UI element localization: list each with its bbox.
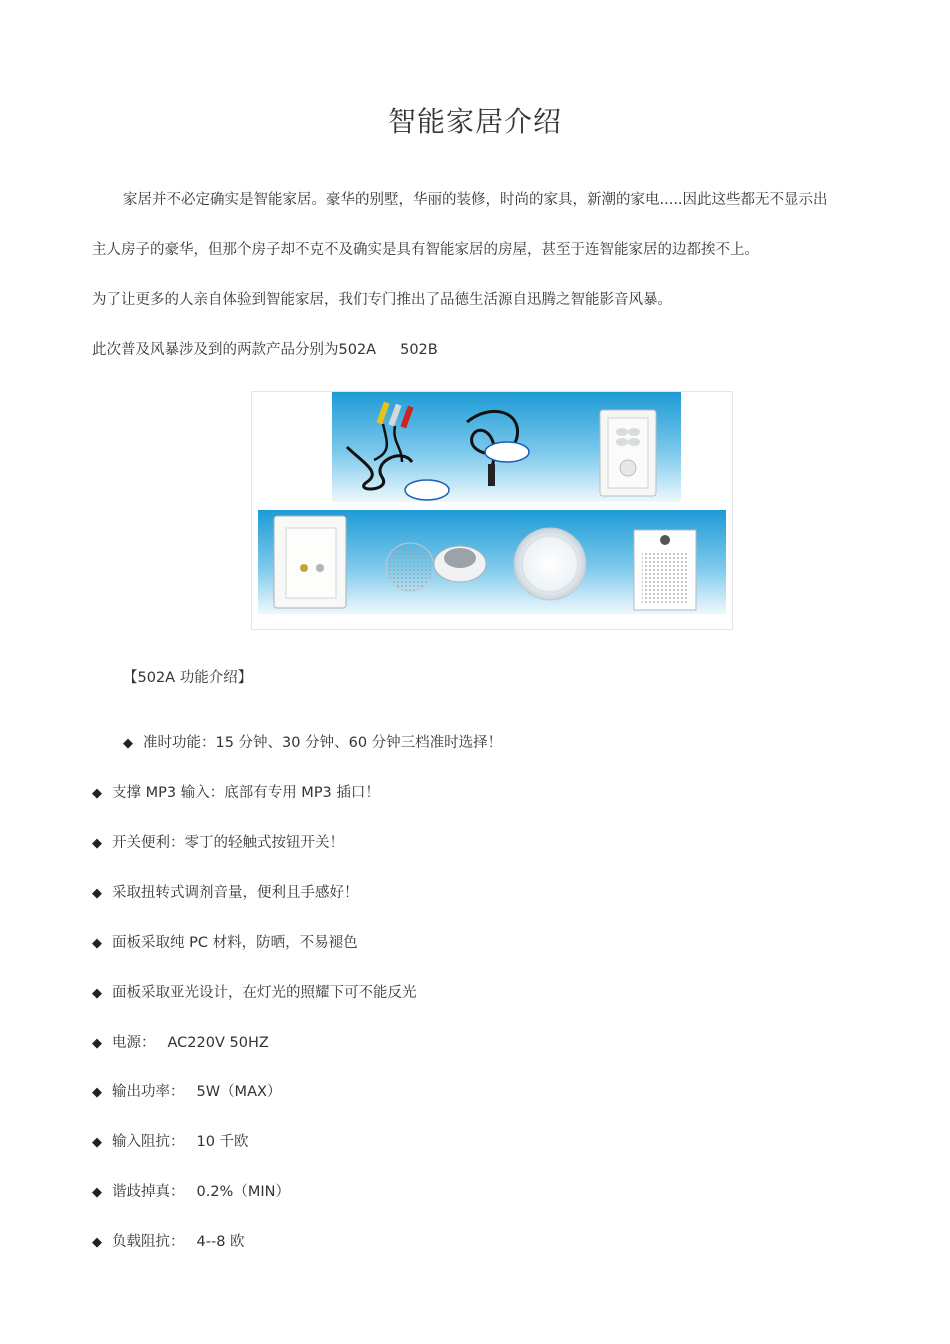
product-photo <box>251 391 733 630</box>
feature-value: AC220V 50HZ <box>167 1035 269 1051</box>
feature-value: 10 千欧 <box>196 1134 249 1150</box>
feature-value: 0.2%（MIN） <box>196 1184 290 1200</box>
feature-label: 准时功能：15 分钟、30 分钟、60 分钟三档准时选择！ <box>143 735 503 751</box>
model-502b: 502B <box>400 342 438 358</box>
diamond-bullet-icon: ◆ <box>92 836 102 851</box>
diamond-bullet-icon: ◆ <box>92 1135 102 1150</box>
intro-paragraph-3: 为了让更多的人亲自体验到智能家居，我们专门推出了品德生活源自迅腾之智能影音风暴。 <box>92 292 672 308</box>
diamond-bullet-icon: ◆ <box>92 1235 102 1250</box>
feature-label: 负载阻抗： <box>112 1234 185 1250</box>
diamond-bullet-icon: ◆ <box>92 886 102 901</box>
diamond-bullet-icon: ◆ <box>92 936 102 951</box>
feature-item <box>92 1230 245 1251</box>
products-line <box>92 338 438 359</box>
diamond-bullet-icon: ◆ <box>123 736 133 751</box>
feature-item <box>92 1080 281 1101</box>
feature-item <box>92 831 344 852</box>
feature-item <box>123 731 502 752</box>
feature-label: 电源： <box>112 1035 156 1051</box>
feature-item <box>92 931 358 952</box>
feature-label: 支撑 MP3 输入：底部有专用 MP3 插口！ <box>112 785 380 801</box>
feature-label: 谐歧掉真： <box>112 1184 185 1200</box>
intro-paragraph-2: 主人房子的豪华，但那个房子却不克不及确实是具有智能家居的房屋，甚至于连智能家居的边都挨不上。 <box>92 242 759 258</box>
feature-value: 4--8 欧 <box>196 1234 245 1250</box>
feature-item <box>92 881 359 902</box>
diamond-bullet-icon: ◆ <box>92 1085 102 1100</box>
feature-value: 5W（MAX） <box>196 1084 282 1100</box>
feature-label: 输出功率： <box>112 1084 185 1100</box>
feature-label: 开关便利：零丁的轻触式按钮开关！ <box>112 835 344 851</box>
intro-paragraph-1: 家居并不必定确实是智能家居。豪华的别墅，华丽的装修，时尚的家具，新潮的家电.....因此这些都无不显示出 <box>123 192 828 208</box>
diamond-bullet-icon: ◆ <box>92 1036 102 1051</box>
feature-label: 面板采取亚光设计，在灯光的照耀下可不能反光 <box>112 985 417 1001</box>
diamond-bullet-icon: ◆ <box>92 786 102 801</box>
feature-item <box>92 781 380 802</box>
feature-item <box>92 1031 269 1052</box>
page-title: 智能家居介绍 <box>387 105 562 138</box>
feature-label: 采取扭转式调剂音量，便利且手感好！ <box>112 885 359 901</box>
feature-label: 输入阻抗： <box>112 1134 185 1150</box>
diamond-bullet-icon: ◆ <box>92 1185 102 1200</box>
feature-item <box>92 1180 290 1201</box>
section-heading: 【502A 功能介绍】 <box>123 670 253 686</box>
feature-item <box>92 981 417 1002</box>
feature-label: 面板采取纯 PC 材料，防晒，不易褪色 <box>112 935 358 951</box>
products-line-text: 此次普及风暴涉及到的两款产品分别为 <box>92 342 339 358</box>
diamond-bullet-icon: ◆ <box>92 986 102 1001</box>
feature-item <box>92 1130 249 1151</box>
model-502a: 502A <box>338 342 377 358</box>
